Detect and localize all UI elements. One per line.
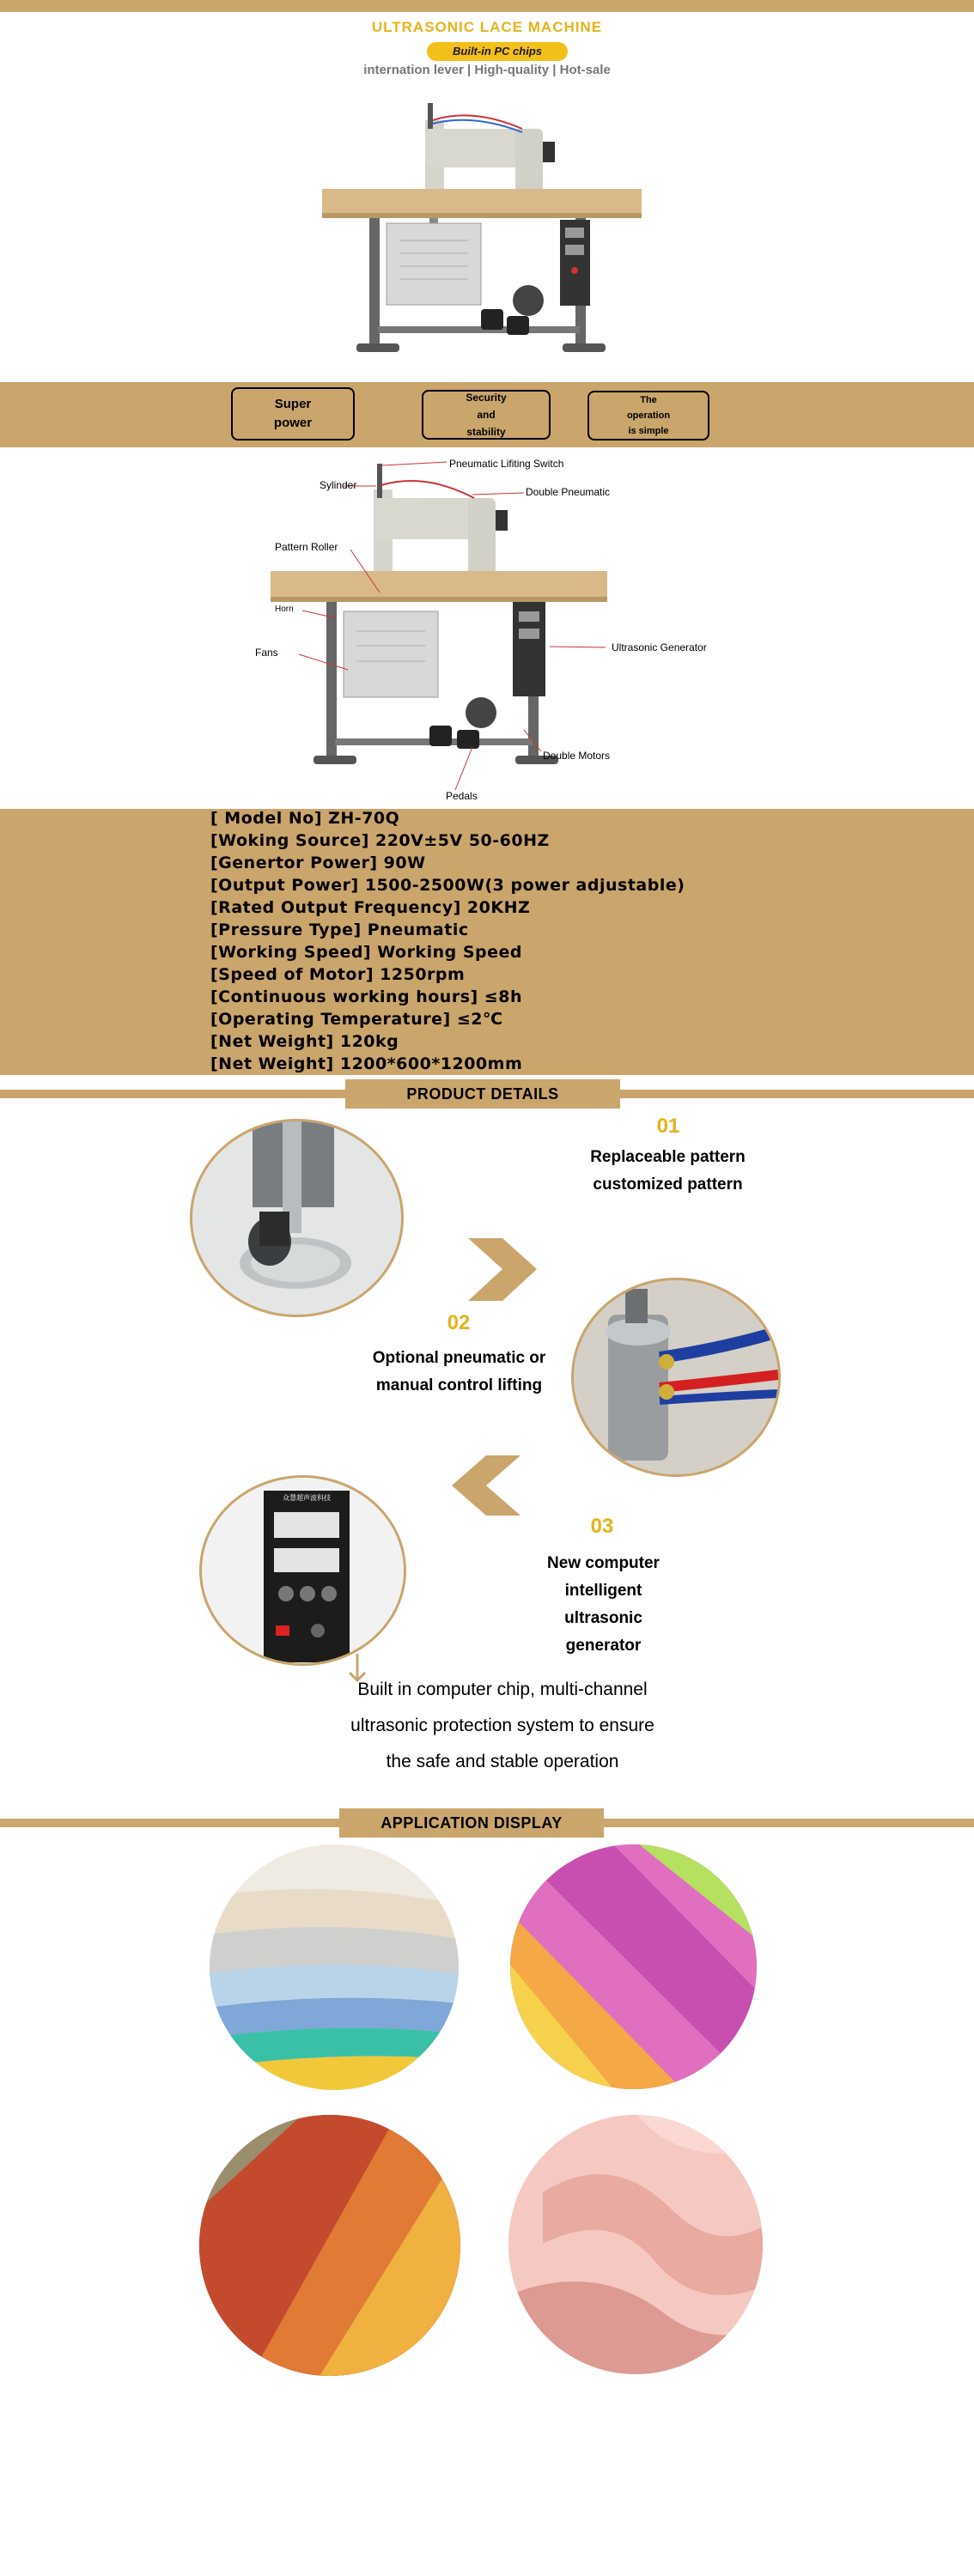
top-bar (0, 0, 974, 12)
machine-hero-image (318, 94, 653, 365)
spec-motor-speed: [Speed of Motor] 1250rpm (210, 965, 466, 984)
detail-image-generator (199, 1475, 406, 1666)
label-generator: Ultrasonic Generator (612, 641, 707, 653)
spec-temperature: [Operating Temperature] ≤2℃ (210, 1010, 503, 1029)
application-heading: APPLICATION DISPLAY (380, 1814, 563, 1832)
detail-text-02: Optional pneumatic or manual control lifting (372, 1349, 546, 1394)
page-title: ULTRASONIC LACE MACHINE (371, 19, 603, 35)
spec-output-power: [Output Power] 1500-2500W(3 power adjustable) (210, 876, 685, 895)
spec-frequency: [Rated Output Frequency] 20KHZ (210, 898, 531, 917)
label-pattern-roller: Pattern Roller (275, 541, 338, 553)
detail-image-pneumatic (571, 1278, 781, 1477)
spec-weight: [Net Weight] 120kg (210, 1032, 399, 1051)
detail-text-01: Replaceable pattern customized pattern (590, 1148, 746, 1194)
detail-note: Built in computer chip, multi-channel ultrasonic protection system to ensure the safe and stable operation (350, 1680, 654, 1771)
label-sylinder: Sylinder (320, 479, 357, 491)
feature-security: Security and stability (422, 390, 551, 440)
spec-model: [ Model No] ZH-70Q (210, 809, 400, 828)
detail-number-03: 03 (590, 1515, 614, 1538)
panel-brand: 众慧超声波科技 (283, 1494, 331, 1502)
fabric-image-leather (210, 1844, 459, 2090)
fabric-image-canvas (199, 2115, 460, 2376)
fabric-image-satin (508, 2115, 763, 2374)
feature-operation: The operation is simple (587, 391, 709, 440)
application-heading-box (339, 1808, 604, 1838)
label-double-pneumatic: Double Pneumatic (526, 486, 611, 498)
label-pedals: Pedals (446, 790, 478, 802)
label-horn: Horn (275, 605, 294, 614)
label-fans: Fans (255, 647, 278, 659)
machine-diagram (266, 455, 618, 794)
badge-text: Built-in PC chips (453, 45, 542, 58)
detail-number-02: 02 (447, 1311, 471, 1334)
spec-working-speed: [Working Speed] Working Speed (210, 943, 522, 962)
fabric-image-mesh (510, 1844, 757, 2089)
tagline: internation lever | High-quality | Hot-sale (363, 63, 611, 77)
details-heading: PRODUCT DETAILS (406, 1085, 559, 1103)
spec-pressure: [Pressure Type] Pneumatic (210, 920, 469, 939)
detail-image-roller (190, 1119, 404, 1317)
spec-source: [Woking Source] 220V±5V 50-60HZ (210, 831, 550, 850)
detail-number-01: 01 (656, 1115, 680, 1138)
chevron-left-icon (452, 1455, 520, 1516)
label-double-motors: Double Motors (543, 750, 611, 762)
details-heading-box (345, 1079, 620, 1109)
spec-working-hours: [Continuous working hours] ≤8h (210, 987, 522, 1006)
chevron-right-icon (468, 1238, 537, 1301)
feature-super-power: Super power (231, 387, 355, 440)
detail-text-03: New computer intelligent ultrasonic generator (547, 1554, 660, 1655)
spec-dimensions: [Net Weight] 1200*600*1200mm (210, 1054, 523, 1073)
spec-generator-power: [Genertor Power] 90W (210, 854, 426, 872)
badge (427, 42, 568, 61)
label-pneumatic-switch: Pneumatic Lifiting Switch (449, 458, 564, 470)
